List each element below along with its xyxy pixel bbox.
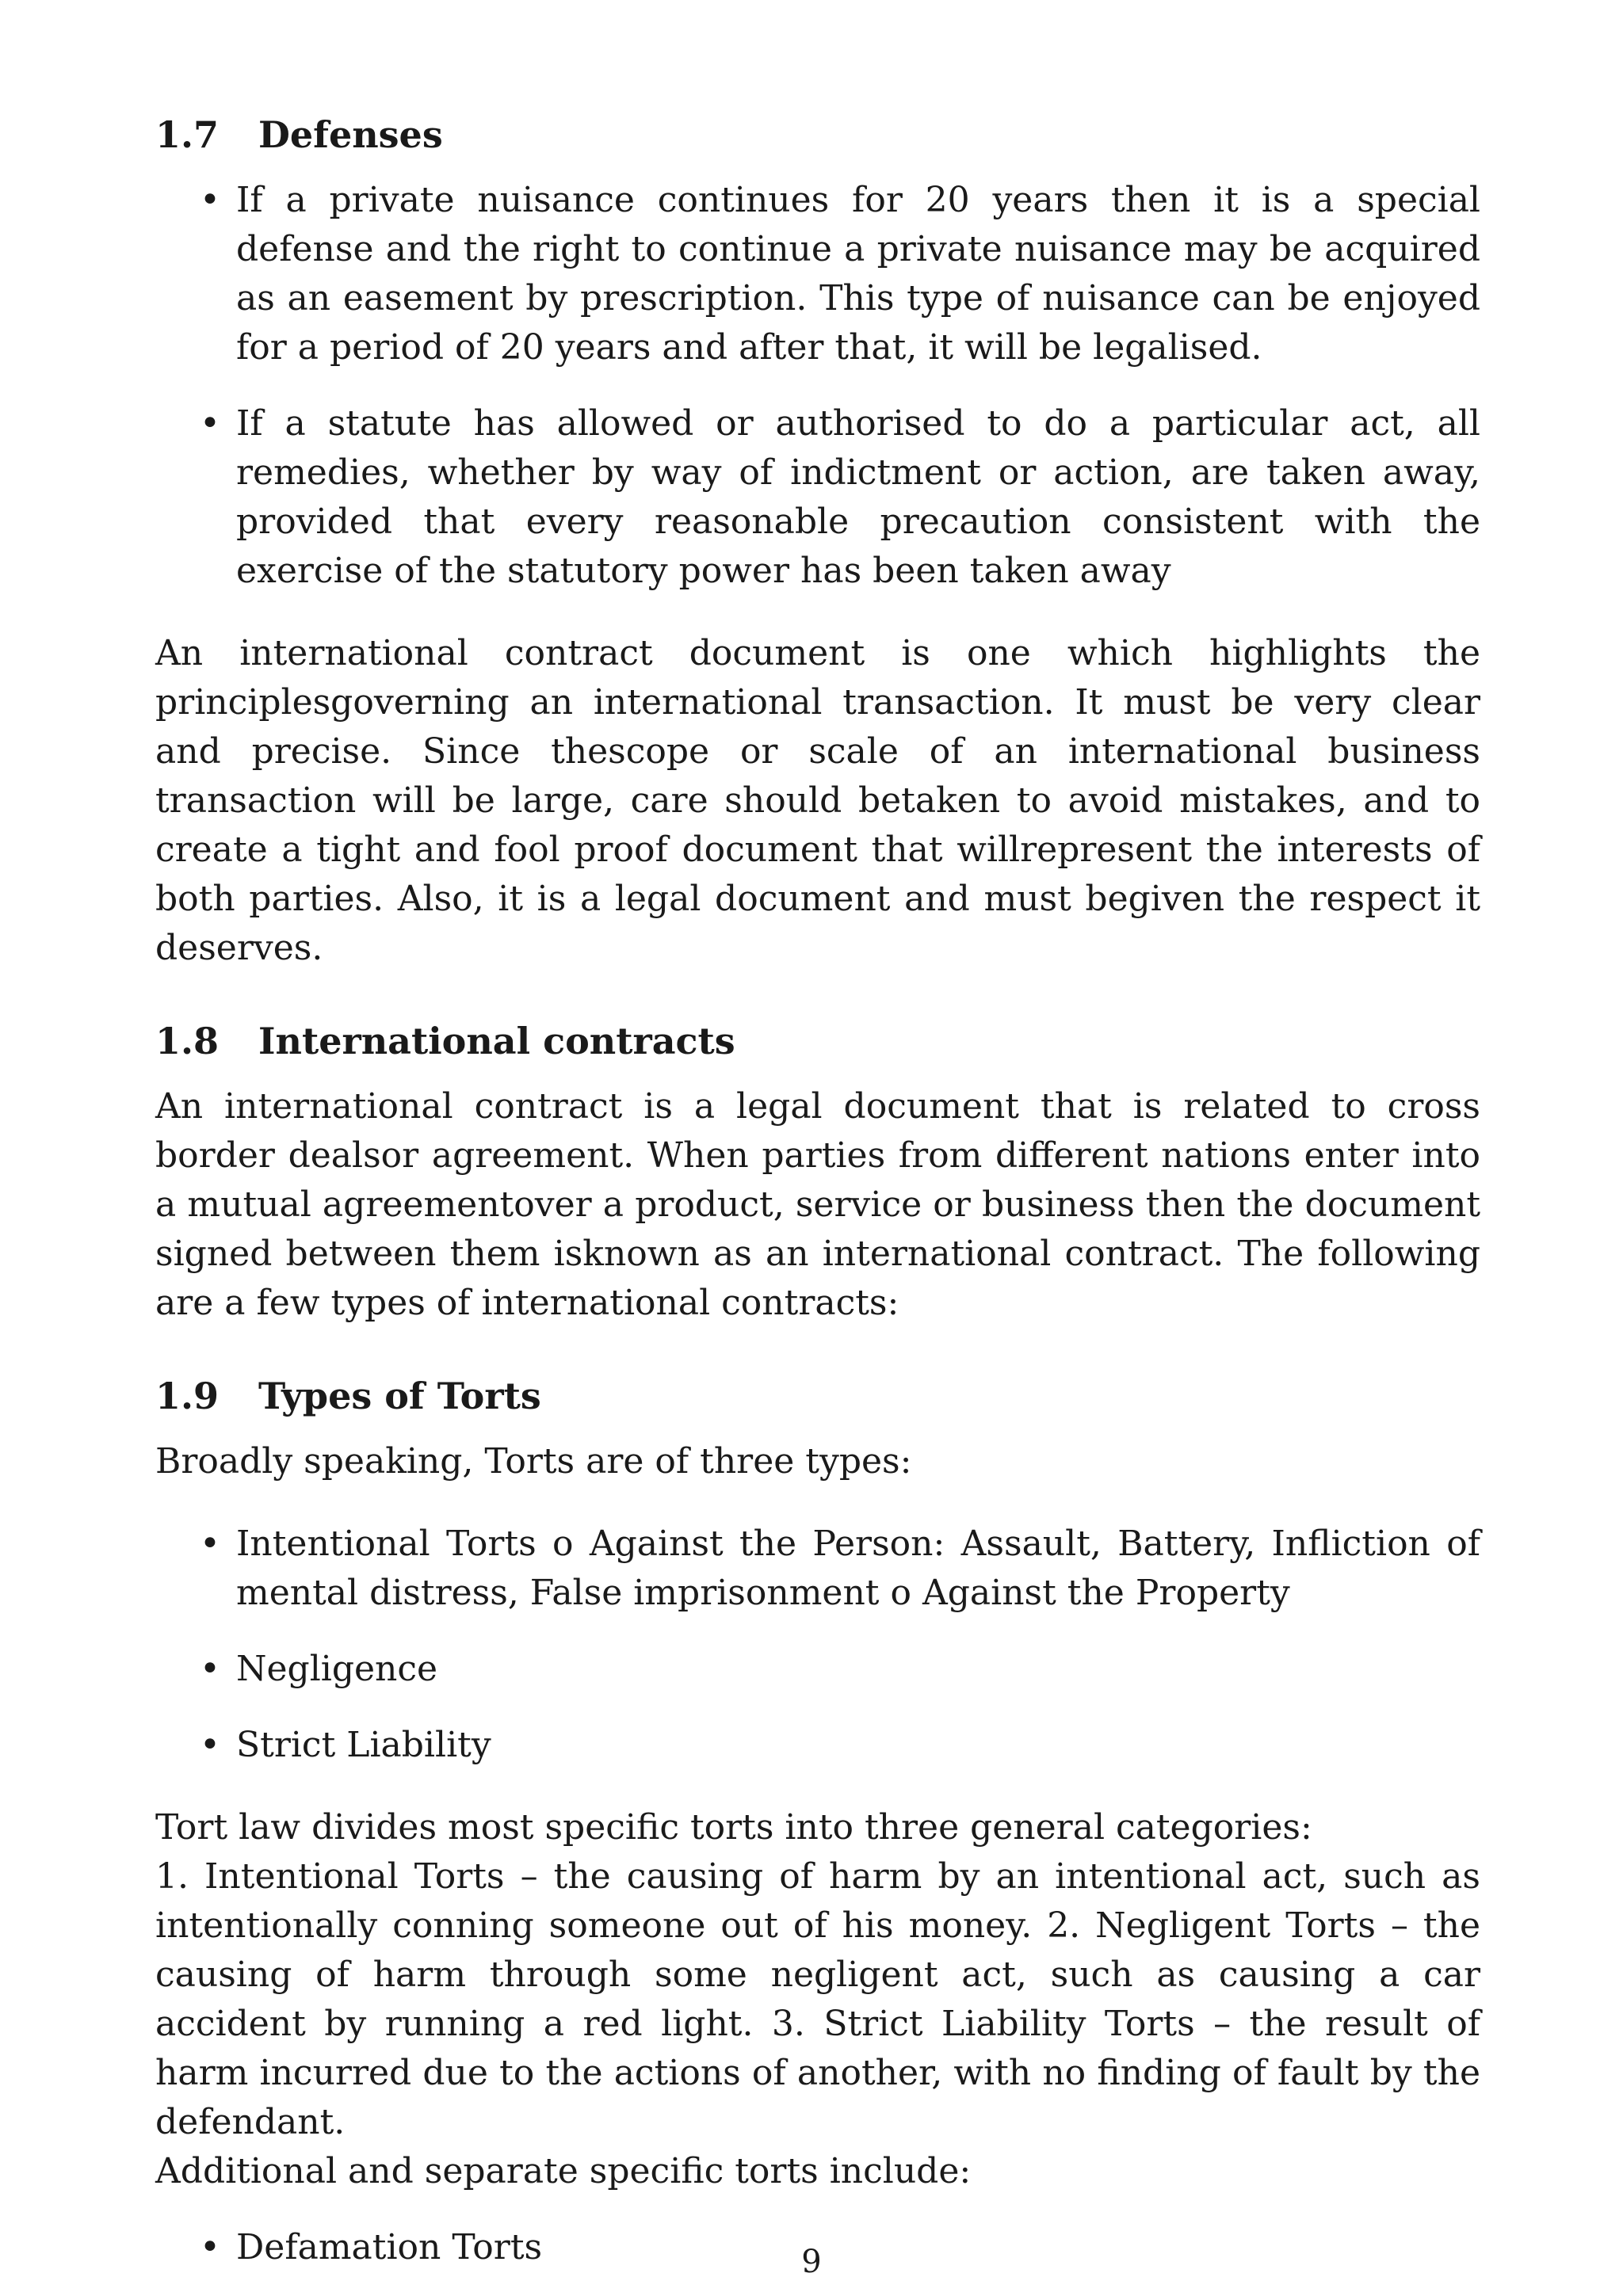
list-item-text: Intentional Torts o Against the Person: Assault, Battery, Infliction of mental distress, False imprisonment o Against the Property bbox=[236, 1524, 1480, 1613]
list-item bbox=[155, 1721, 1480, 1770]
section-title: Types of Torts bbox=[258, 1375, 541, 1417]
list-item bbox=[155, 399, 1480, 596]
list-item-text: Strict Liability bbox=[236, 1725, 491, 1765]
section-number: 1.8 bbox=[155, 1020, 220, 1062]
paragraph-categories-line: Tort law divides most specific torts into three general categories: bbox=[155, 1807, 1312, 1848]
list-item bbox=[155, 176, 1480, 372]
section-heading-types-of-torts bbox=[155, 1372, 1480, 1420]
section-number: 1.9 bbox=[155, 1375, 220, 1417]
bullet-icon: • bbox=[200, 180, 220, 220]
paragraph-categories-text: 1. Intentional Torts – the causing of harm by an intentional act, such as intentionally conning someone out of his money. 2. Negligent Torts – the causing of harm through some negligent act, such as causing a car accident by running a red light. 3. Strict Liability Torts – the result of harm incurred due to the actions of another, with no finding of fault by the defendant. bbox=[155, 1856, 1480, 2142]
paragraph-international-contract-document: An international contract document is one which highlights the principlesgoverning an international transaction. It must be very clear and precise. Since thescope or scale of an international business transaction will be large, care should betaken to avoid mistakes, and to create a tight and fool proof document that willrepresent the interests of both parties. Also, it is a legal document and must begiven the respect it deserves. bbox=[155, 633, 1480, 968]
list-item-text: Defamation Torts bbox=[236, 2227, 543, 2267]
bullet-icon: • bbox=[200, 1524, 220, 1564]
paragraph-international-contract: An international contract is a legal document that is related to cross border dealsor agreement. When parties from different nations enter into a mutual agreementover a product, service or business then the document signed between them isknown as an international contract. The following are a few types of international contracts: bbox=[155, 1086, 1480, 1323]
defenses-list bbox=[155, 176, 1480, 596]
list-item-text: If a statute has allowed or authorised to do a particular act, all remedies, whether by way of indictment or action, are taken away, provided that every reasonable precaution consistent with the exercise of the statutory power has been taken away bbox=[236, 403, 1480, 591]
page-number: 9 bbox=[801, 2244, 822, 2280]
bullet-icon: • bbox=[200, 403, 220, 444]
bullet-icon: • bbox=[200, 2227, 220, 2267]
section-heading-international-contracts bbox=[155, 1017, 1480, 1065]
paragraph-torts-intro: Broadly speaking, Torts are of three types: bbox=[155, 1441, 912, 1482]
section-number: 1.7 bbox=[155, 113, 220, 156]
section-heading-defenses bbox=[155, 111, 1480, 158]
section-title: Defenses bbox=[258, 113, 443, 156]
torts-list bbox=[155, 1520, 1480, 1770]
document-page bbox=[155, 111, 1480, 2272]
list-item-text: Negligence bbox=[236, 1649, 438, 1689]
list-item bbox=[155, 1520, 1480, 1618]
list-item bbox=[155, 1645, 1480, 1694]
bullet-icon: • bbox=[200, 1649, 220, 1689]
list-item-text: If a private nuisance continues for 20 years then it is a special defense and the right to continue a private nuisance may be acquired as an easement by prescription. This type of nuisance can be enjoyed for a period of 20 years and after that, it will be legalised. bbox=[236, 180, 1480, 368]
paragraph-additional-line: Additional and separate specific torts include: bbox=[155, 2151, 972, 2191]
section-title: International contracts bbox=[258, 1020, 735, 1062]
bullet-icon: • bbox=[200, 1725, 220, 1765]
